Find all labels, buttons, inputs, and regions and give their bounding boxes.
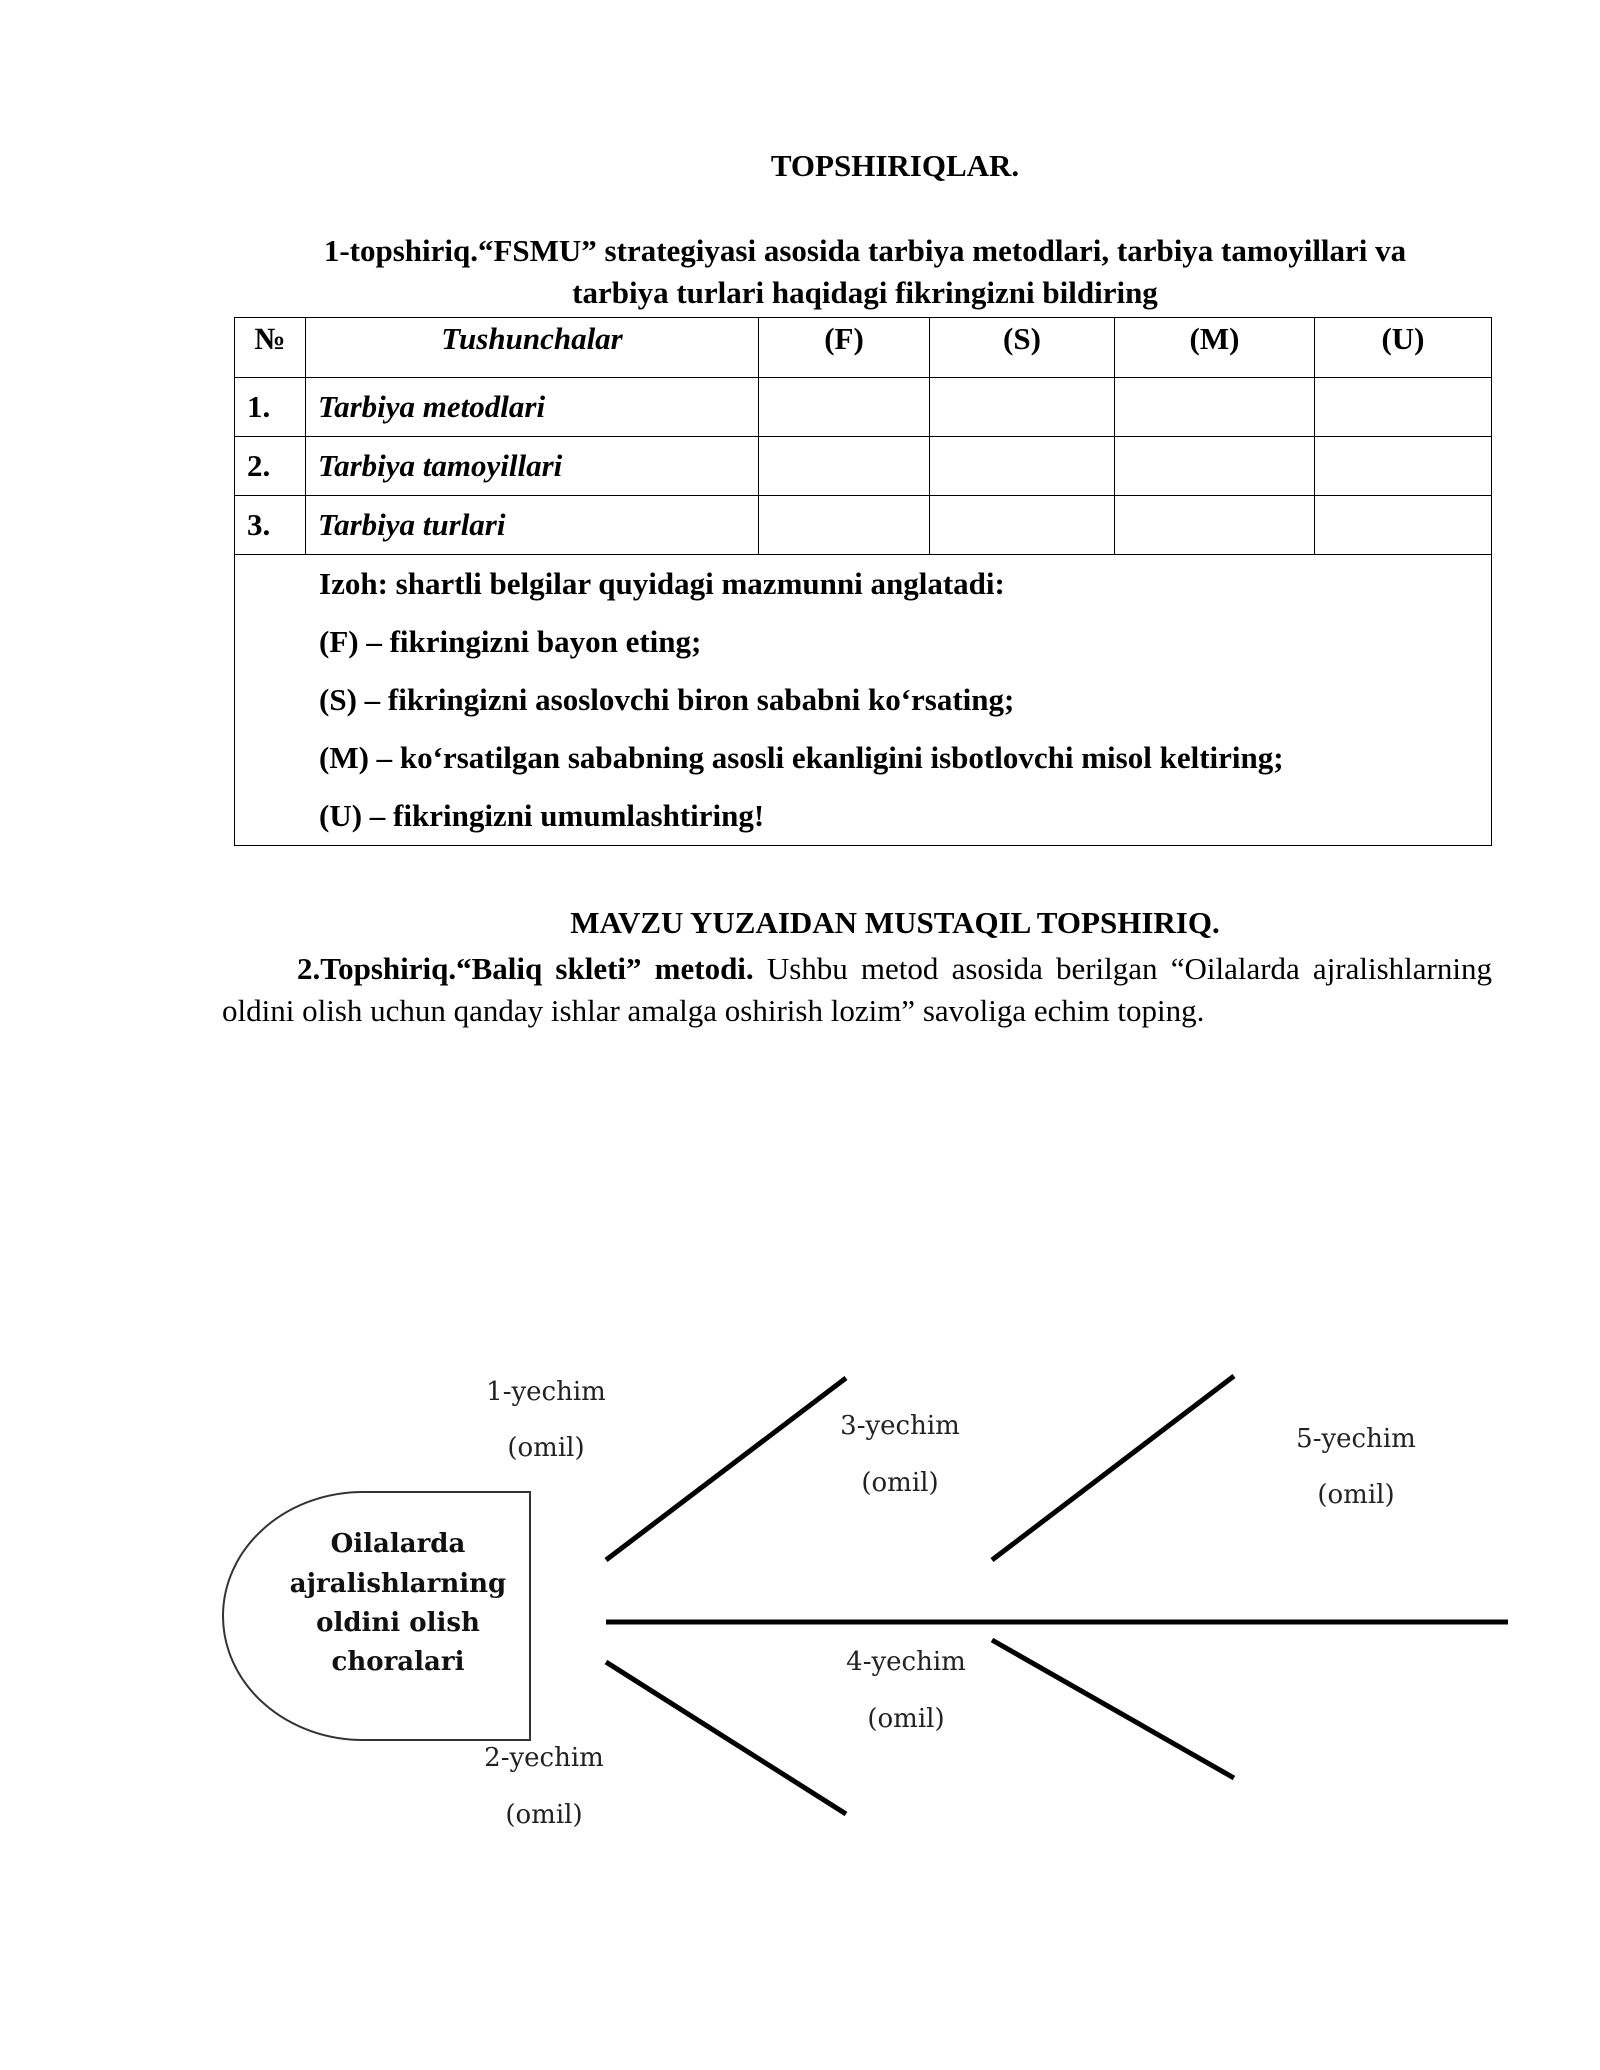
label-5-name: 5-yechim [1296, 1424, 1416, 1454]
task1-line1: 1-topshiriq.“FSMU” strategiyasi asosida tarbiya metodlari, tarbiya tamoyillari va [323, 233, 1407, 268]
label-1-name: 1-yechim [486, 1377, 606, 1407]
header-tushunchalar: Tushunchalar [306, 318, 759, 378]
label-4-sub: (omil) [867, 1704, 945, 1734]
row-term: Tarbiya metodlari [306, 378, 759, 437]
page-title: TOPSHIRIQLAR. [770, 148, 1020, 183]
note-izoh: Izoh: shartli belgilar quyidagi mazmunni anglatadi: [319, 566, 1005, 601]
header-number: № [235, 318, 306, 378]
fish-head-line3: oldini olish [316, 1608, 480, 1638]
label-1-sub: (omil) [507, 1433, 585, 1463]
bone-1 [606, 1378, 846, 1560]
header-u: (U) [1315, 318, 1492, 378]
note-s: (S) – fikringizni asoslovchi biron sababni ko‘rsating; [319, 682, 1015, 717]
task2-text: Ushbu metod asosida berilgan “Oilalarda ajralishlarning oldini olish uchun qanday ishlar amalga oshirish lozim” savoliga echim toping. [222, 951, 1492, 1028]
bone-3 [992, 1376, 1234, 1560]
fish-head-line2: ajralishlarning [289, 1569, 507, 1599]
header-m: (M) [1115, 318, 1315, 378]
fish-head-line4: choralari [331, 1647, 465, 1677]
label-3-name: 3-yechim [840, 1411, 960, 1441]
note-f: (F) – fikringizni bayon eting; [319, 624, 702, 659]
row-number: 2. [235, 437, 306, 496]
header-s: (S) [930, 318, 1115, 378]
section2-title: MAVZU YUZAIDAN MUSTAQIL TOPSHIRIQ. [570, 905, 1220, 940]
row-term: Tarbiya tamoyillari [306, 437, 759, 496]
label-4-name: 4-yechim [846, 1647, 966, 1677]
note-u: (U) – fikringizni umumlashtiring! [319, 798, 765, 833]
task1-line2: tarbiya turlari haqidagi fikringizni bildiring [572, 275, 1158, 310]
label-5-sub: (omil) [1317, 1480, 1395, 1510]
row-number: 1. [235, 378, 306, 437]
bone-2 [606, 1662, 846, 1814]
fish-head-line1: Oilalarda [330, 1529, 466, 1559]
task2-bold-label: 2.Topshiriq.“Baliq skleti” metodi. [297, 951, 754, 986]
note-m: (M) – ko‘rsatilgan sababning asosli ekanligini isbotlovchi misol keltiring; [319, 740, 1284, 775]
label-2-sub: (omil) [505, 1800, 583, 1830]
row-term: Tarbiya turlari [306, 496, 759, 555]
label-2-name: 2-yechim [484, 1743, 604, 1773]
label-3-sub: (omil) [861, 1468, 939, 1498]
bone-4 [992, 1640, 1234, 1778]
row-number: 3. [235, 496, 306, 555]
header-f: (F) [759, 318, 930, 378]
